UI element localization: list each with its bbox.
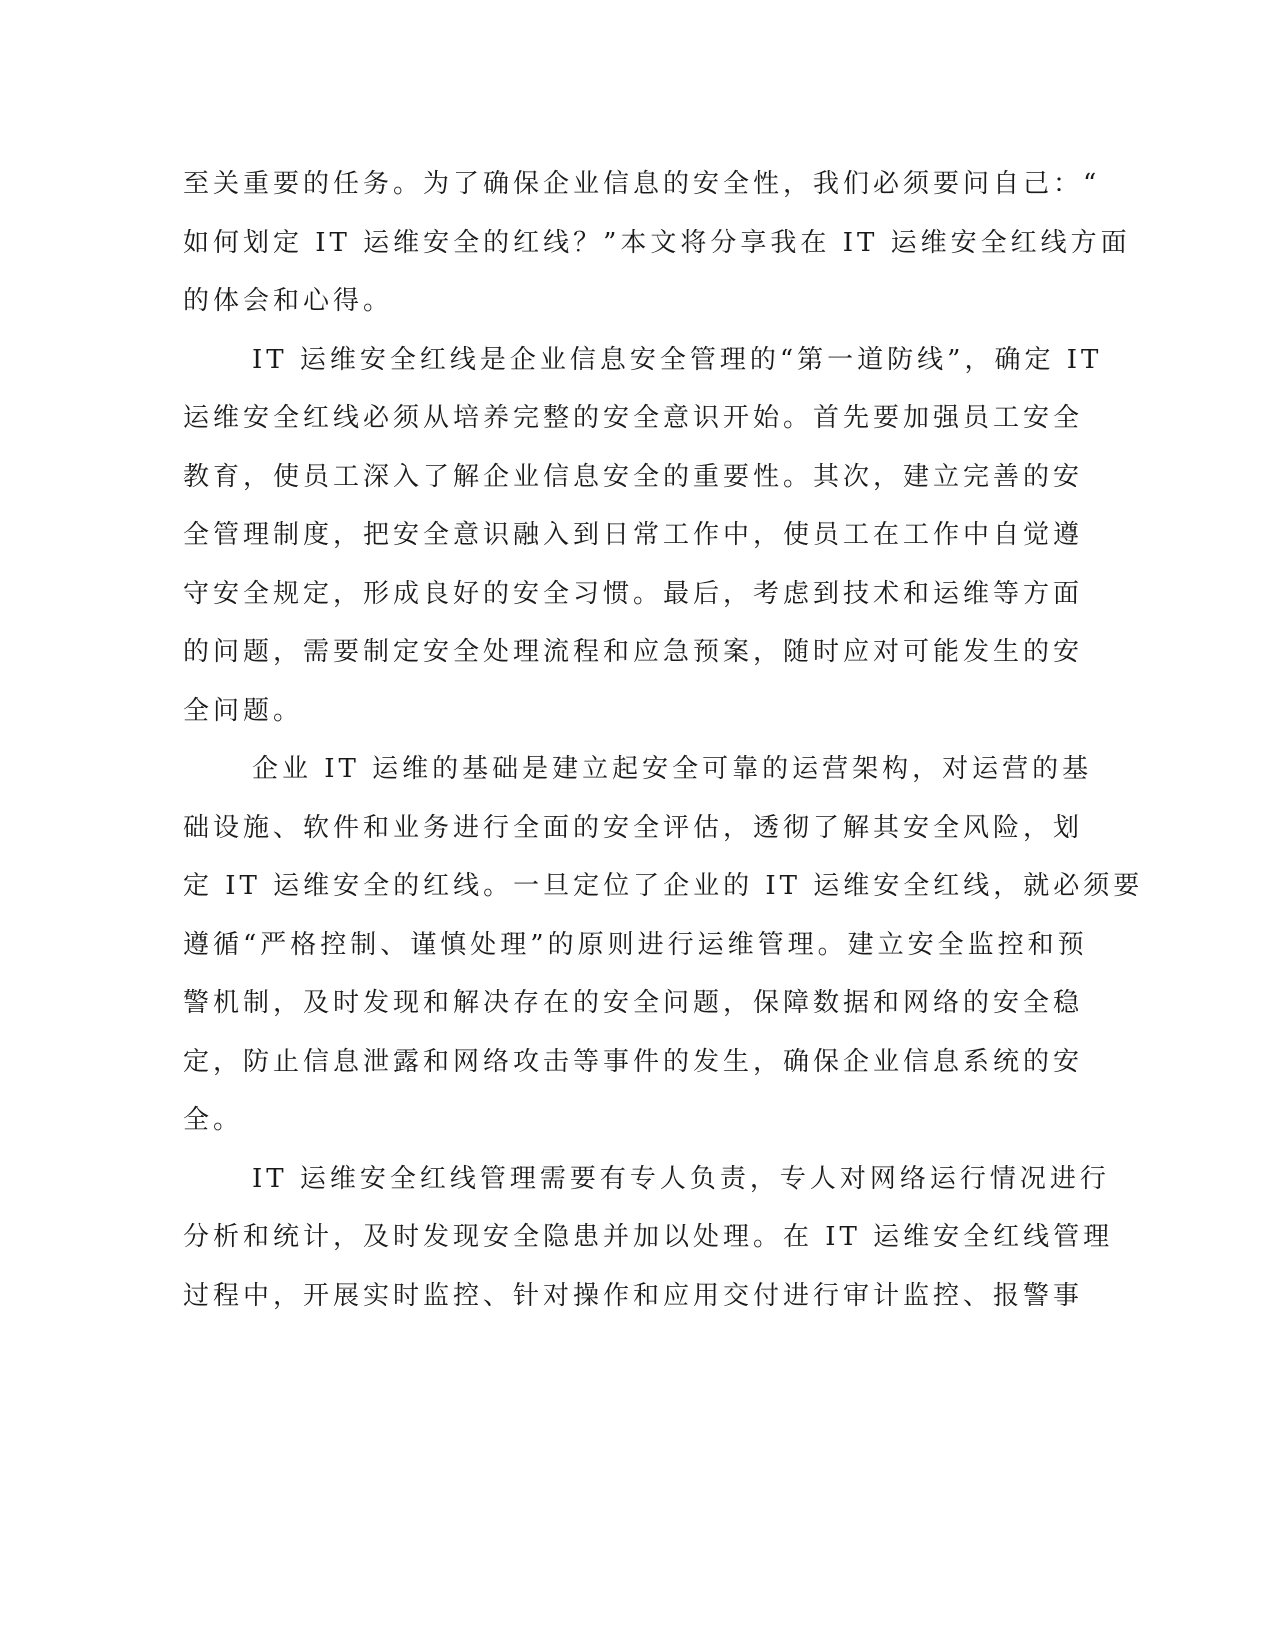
text-line: 定 IT 运维安全的红线。一旦定位了企业的 IT 运维安全红线，就必须要 <box>183 871 1144 901</box>
text-line: IT 运维安全红线是企业信息安全管理的“第一道防线”，确定 IT <box>252 344 1103 375</box>
text-line: 守安全规定，形成良好的安全习惯。最后，考虑到技术和运维等方面 <box>183 578 1084 609</box>
text-line: 定，防止信息泄露和网络攻击等事件的发生，确保企业信息系统的安 <box>183 1046 1084 1077</box>
text-line: 教育，使员工深入了解企业信息安全的重要性。其次，建立完善的安 <box>183 461 1084 492</box>
paragraph-2 <box>183 331 1103 741</box>
text-line: 遵循“严格控制、谨慎处理”的原则进行运维管理。建立安全监控和预 <box>183 929 1088 960</box>
text-line: 如何划定 IT 运维安全的红线？”本文将分享我在 IT 运维安全红线方面 <box>183 227 1131 258</box>
text-line: 企业 IT 运维的基础是建立起安全可靠的运营架构，对运营的基 <box>252 754 1093 784</box>
paragraph-3 <box>183 740 1144 1150</box>
text-line: 分析和统计，及时发现安全隐患并加以处理。在 IT 运维安全红线管理 <box>183 1222 1114 1252</box>
text-line: 警机制，及时发现和解决存在的安全问题，保障数据和网络的安全稳 <box>183 988 1084 1018</box>
text-line: IT 运维安全红线管理需要有专人负责，专人对网络运行情况进行 <box>252 1163 1110 1194</box>
text-line: 全。 <box>183 1105 244 1135</box>
text-line: 过程中，开展实时监控、针对操作和应用交付进行审计监控、报警事 <box>183 1280 1084 1311</box>
text-line: 至关重要的任务。为了确保企业信息的安全性，我们必须要问自己：“ <box>183 169 1101 199</box>
paragraph-1 <box>183 155 1131 331</box>
text-line: 运维安全红线必须从培养完整的安全意识开始。首先要加强员工安全 <box>183 403 1084 433</box>
document-body <box>183 155 1144 1325</box>
paragraph-4 <box>183 1150 1114 1326</box>
text-line: 础设施、软件和业务进行全面的安全评估，透彻了解其安全风险，划 <box>183 812 1084 843</box>
text-line: 全问题。 <box>183 695 304 726</box>
text-line: 的问题，需要制定安全处理流程和应急预案，随时应对可能发生的安 <box>183 637 1084 667</box>
text-line: 的体会和心得。 <box>183 286 394 316</box>
text-line: 全管理制度，把安全意识融入到日常工作中，使员工在工作中自觉遵 <box>183 520 1084 550</box>
